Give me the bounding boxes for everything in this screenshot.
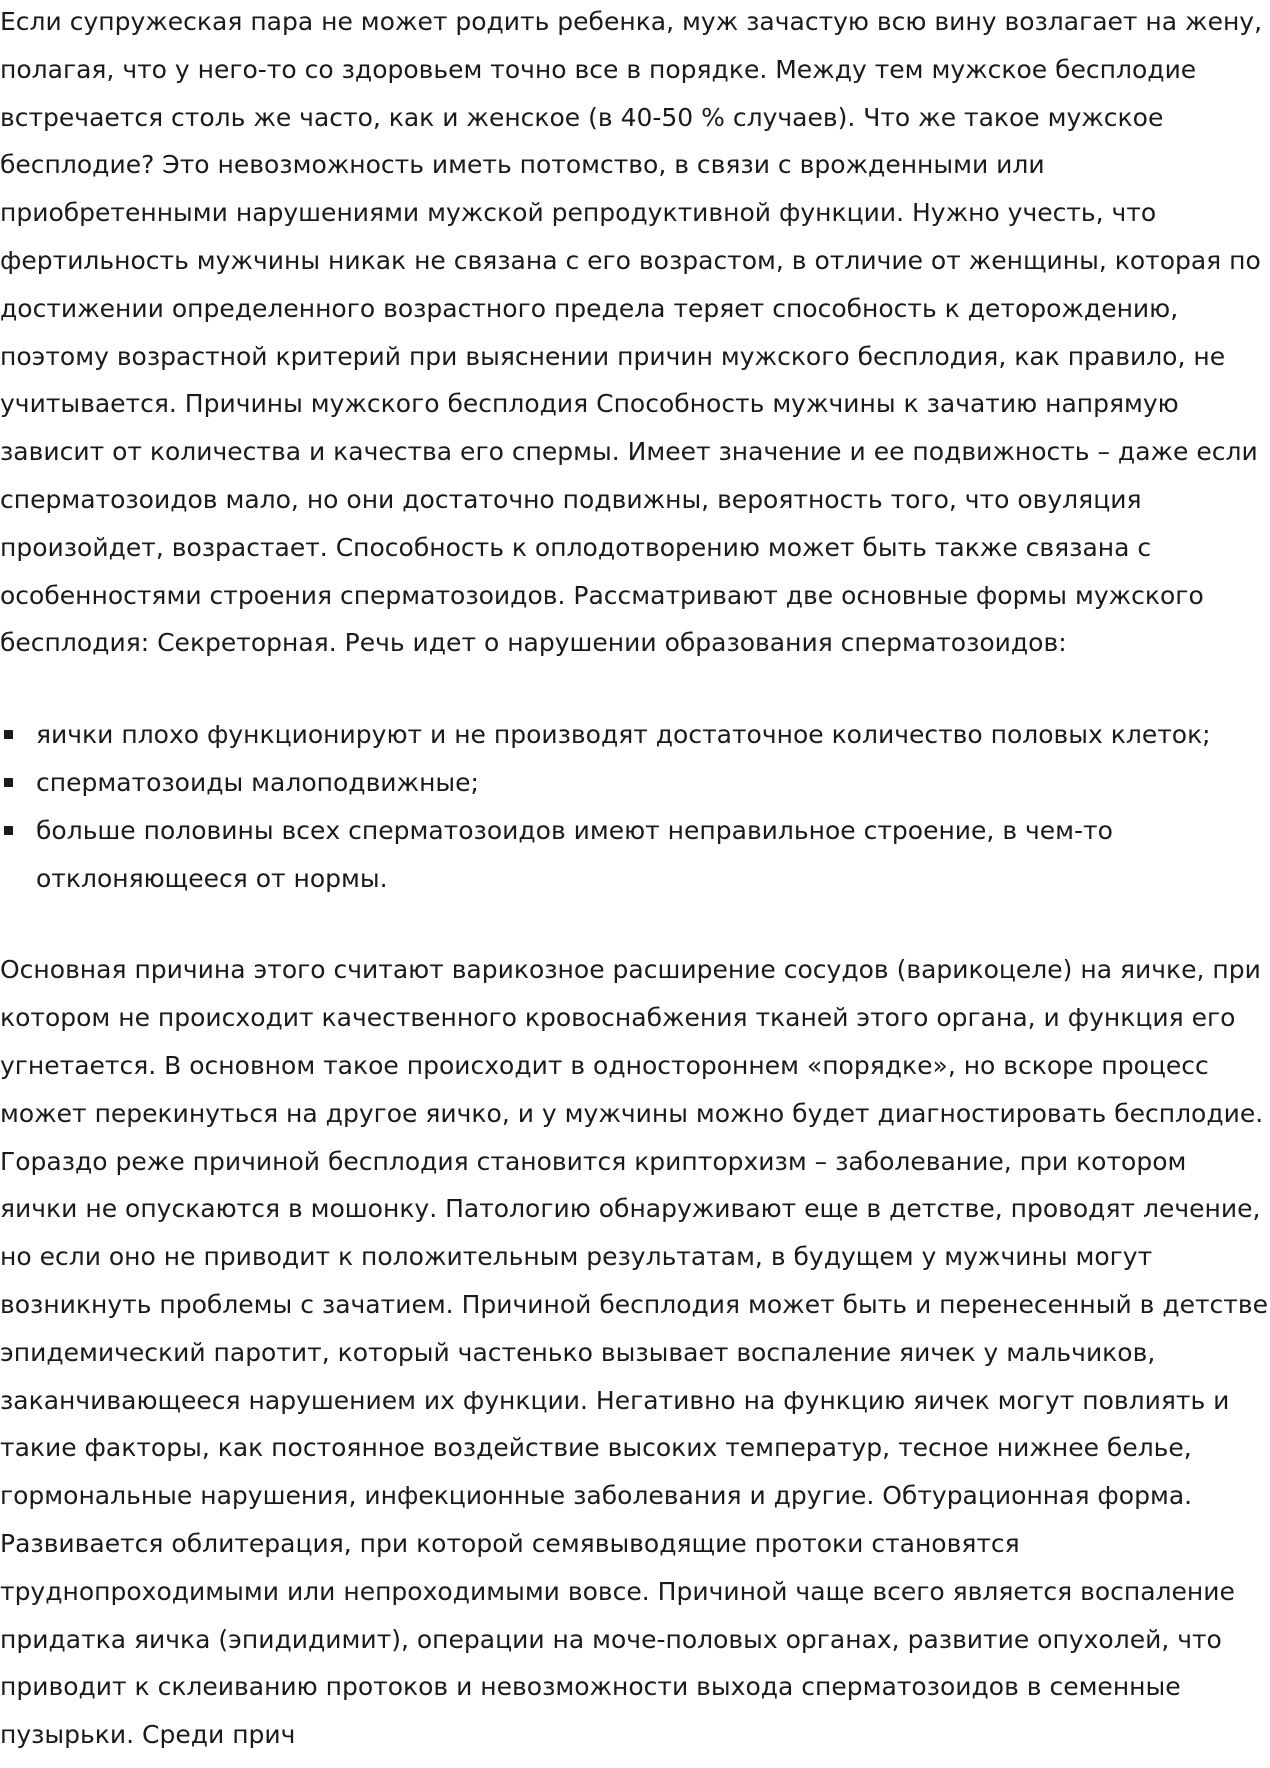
- square-bullet-icon: [4, 826, 13, 835]
- list-item: [0, 711, 1270, 759]
- paragraph-intro: Если супружеская пара не может родить ребенка, муж зачастую всю вину возлагает на жену, полагая, что у него-то со здоровьем точно все в порядке. Между тем мужское бесплодие встречается столь же часто, как и женское (в 40-50 % случаев). Что же такое мужское бесплодие? Это невозможность иметь потомство, в связи с врожденными или приобретенными нарушениями мужской репродуктивной функции. Нужно учесть, что фертильность мужчины никак не связана с его возрастом, в отличие от женщины, которая по достижении определенного возрастного предела теряет способность к деторождению, поэтому возрастной критерий при выяснении причин мужского бесплодия, как правило, не учитывается. Причины мужского бесплодия Способность мужчины к зачатию напрямую зависит от количества и качества его спермы. Имеет значение и ее подвижность – даже если сперматозоидов мало, но они достаточно подвижны, вероятность того, что овуляция произойдет, возрастает. Способность к оплодотворению может быть также связана с особенностями строения сперматозоидов. Рассматривают две основные формы мужского бесплодия: Секреторная. Речь идет о нарушении образования сперматозоидов:: [0, 7, 1263, 658]
- square-bullet-icon: [4, 730, 13, 739]
- list-item: [0, 807, 1270, 903]
- list-item-text: яички плохо функционируют и не производят достаточное количество половых клеток;: [36, 720, 1211, 750]
- bullet-list: [0, 711, 1270, 902]
- list-item: [0, 759, 1270, 807]
- list-item-text: сперматозоиды малоподвижные;: [36, 767, 479, 797]
- paragraph-causes: Основная причина этого считают варикозное расширение сосудов (варикоцеле) на яичке, при котором не происходит качественного кровоснабжения тканей этого органа, и функция его угнетается. В основном такое происходит в одностороннем «порядке», но вскоре процесс может перекинуться на другое яичко, и у мужчины можно будет диагностировать бесплодие. Гораздо реже причиной бесплодия становится крипторхизм – заболевание, при котором яички не опускаются в мошонку. Патологию обнаруживают еще в детстве, проводят лечение, но если оно не приводит к положительным результатам, в будущем у мужчины могут возникнуть проблемы с зачатием. Причиной бесплодия может быть и перенесенный в детстве эпидемический паротит, который частенько вызывает воспаление яичек у мальчиков, заканчивающееся нарушением их функции. Негативно на функцию яичек могут повлиять и такие факторы, как постоянное воздействие высоких температур, тесное нижнее белье, гормональные нарушения, инфекционные заболевания и другие. Обтурационная форма. Развивается облитерация, при которой семявыводящие протоки становятся труднопроходимыми или непроходимыми вовсе. Причиной чаще всего является воспаление придатка яичка (эпидидимит), операции на моче-половых органах, развитие опухолей, что приводит к склеиванию протоков и невозможности выхода сперматозоидов в семенные пузырьки. Среди прич: [0, 955, 1268, 1750]
- square-bullet-icon: [4, 778, 13, 787]
- list-item-text: больше половины всех сперматозоидов имеют неправильное строение, в чем-то отклоняющееся от нормы.: [36, 815, 1113, 893]
